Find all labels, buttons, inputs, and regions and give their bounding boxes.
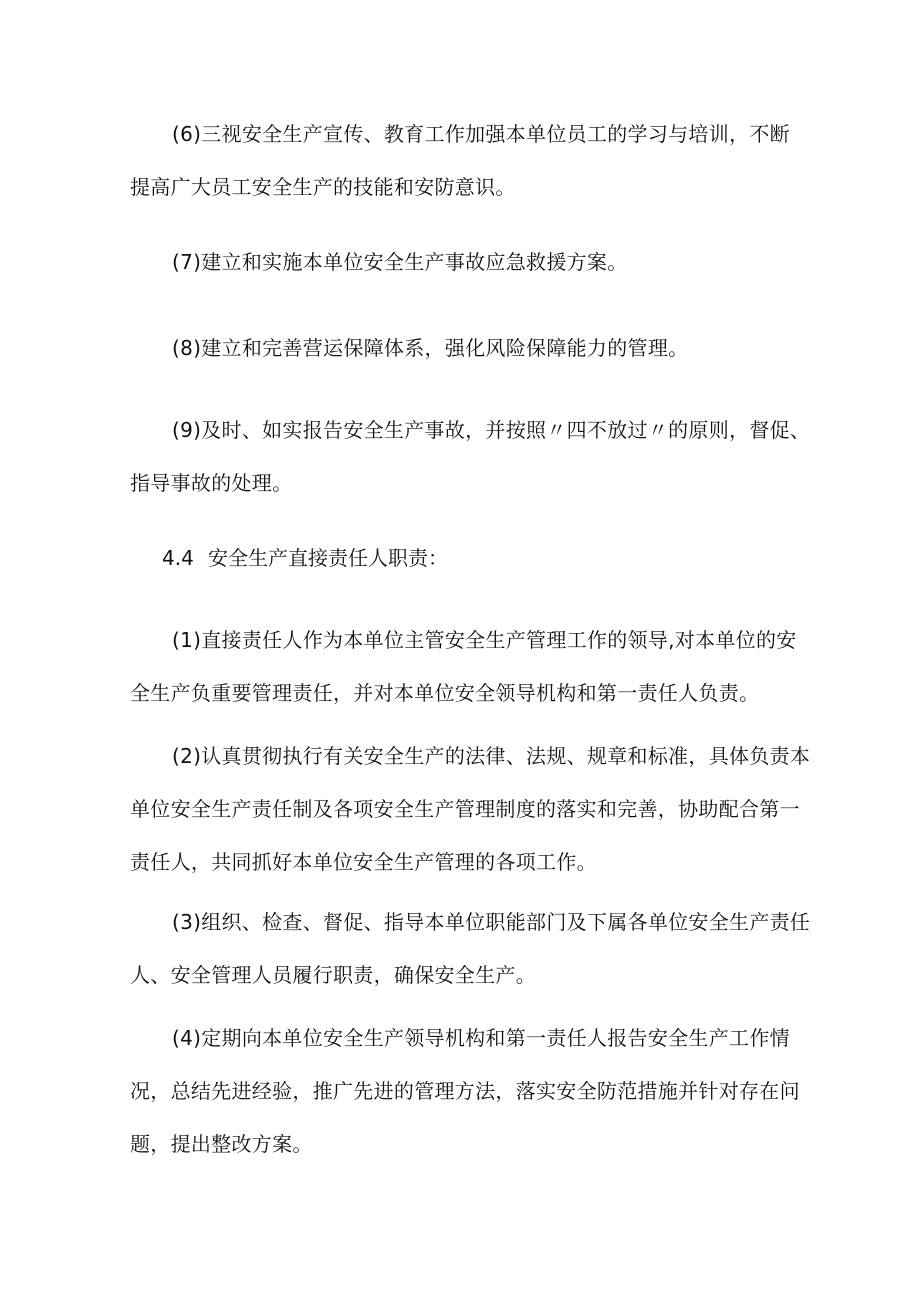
paragraph-line: (9)及时、如实报告安全生产事故，并按照〃四不放过〃的原则，督促、 — [172, 418, 811, 442]
paragraph-line: (2)认真贯彻执行有关安全生产的法律、法规、规章和标准，具体负责本 — [172, 744, 811, 768]
item-3 — [130, 896, 811, 1002]
paragraph-9 — [130, 404, 811, 510]
paragraph-line: 指导事故的处理。 — [130, 471, 293, 495]
paragraph-line: 提高广大员工安全生产的技能和安防意识。 — [130, 175, 516, 199]
paragraph-8 — [130, 322, 796, 375]
item-4 — [130, 1012, 800, 1171]
item-2 — [130, 730, 811, 889]
paragraph-line: 况，总结先进经验，推广先进的管理方法，落实安全防范措施并针对存在问 — [130, 1079, 800, 1103]
paragraph-line: 责任人，共同抓好本单位安全生产管理的各项工作。 — [130, 850, 597, 874]
paragraph-7 — [130, 236, 796, 289]
paragraph-line: 单位安全生产责任制及各项安全生产管理制度的落实和完善，协助配合第一 — [130, 797, 800, 821]
paragraph-6 — [130, 108, 796, 214]
paragraph-line: (8)建立和完善营运保障体系，强化风险保障能力的管理。 — [172, 336, 689, 360]
item-1 — [130, 614, 796, 720]
paragraph-line: (1)直接责任人作为本单位主管安全生产管理工作的领导,对本单位的安 — [172, 628, 797, 652]
section-heading — [162, 532, 448, 585]
paragraph-line: (7)建立和实施本单位安全生产事故应急救援方案。 — [172, 250, 628, 274]
paragraph-line: 题，提出整改方案。 — [130, 1132, 313, 1156]
paragraph-line: 人、安全管理人员履行职责，确保安全生产。 — [130, 963, 536, 987]
paragraph-line: (6)三视安全生产宣传、教育工作加强本单位员工的学习与培训，不断 — [172, 122, 790, 146]
paragraph-line: (4)定期向本单位安全生产领导机构和第一责任人报告安全生产工作情 — [172, 1026, 790, 1050]
paragraph-line: (3)组织、检查、督促、指导本单位职能部门及下属各单位安全生产责任 — [172, 910, 811, 934]
section-title: 安全生产直接责任人职责： — [208, 546, 448, 570]
section-number: 4.4 — [162, 546, 194, 570]
paragraph-line: 全生产负重要管理责任，并对本单位安全领导机构和第一责任人负责。 — [130, 681, 760, 705]
